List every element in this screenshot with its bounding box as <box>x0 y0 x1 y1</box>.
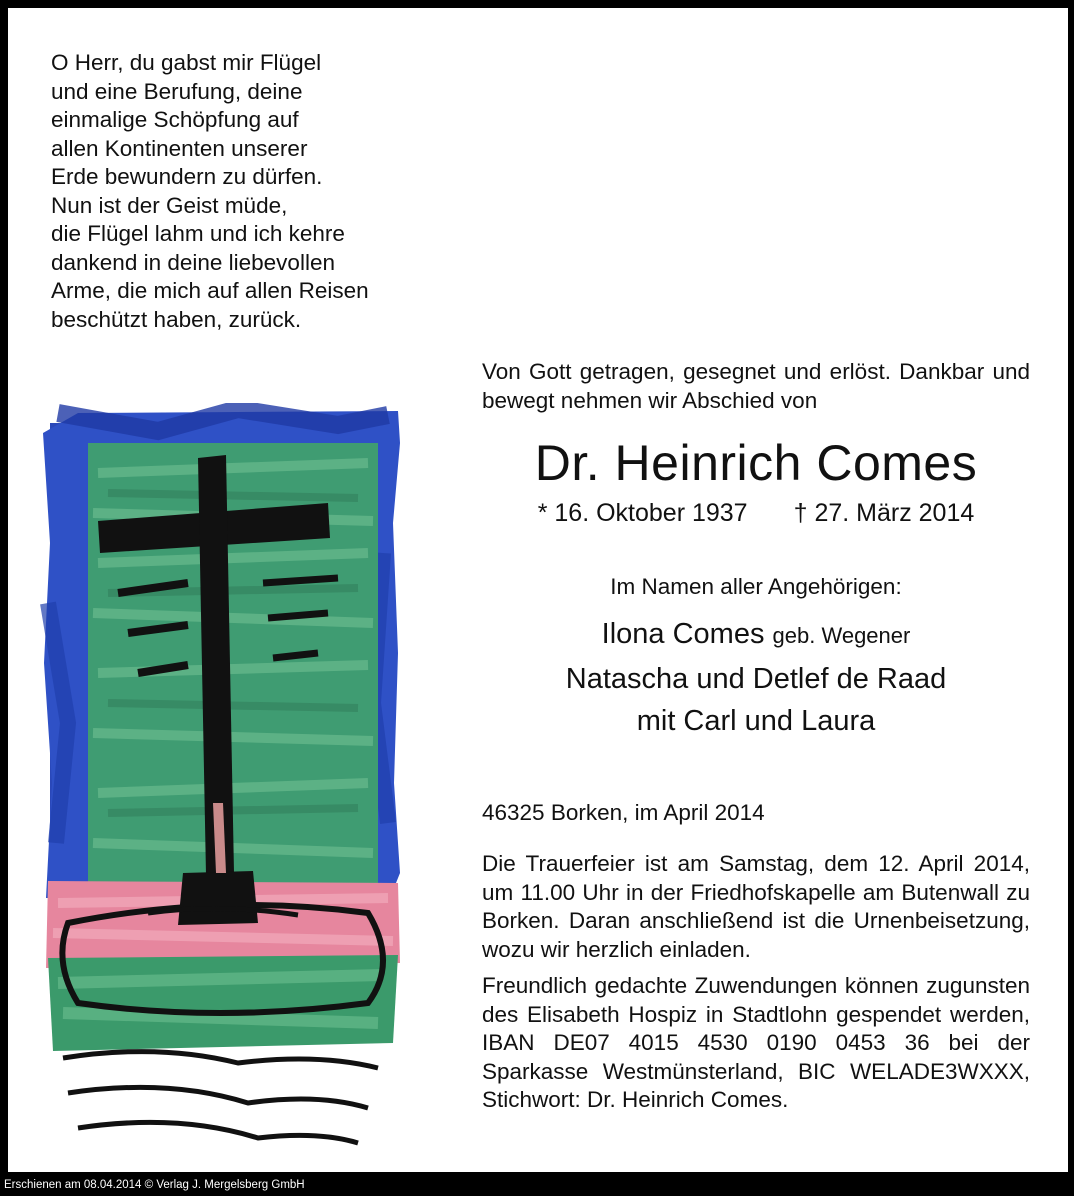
intro-text: Von Gott getragen, gesegnet und erlöst. Dankbar und bewegt nehmen wir Abschied von <box>482 359 1030 413</box>
poem-text: O Herr, du gabst mir Flügel und eine Berufung, deine einmalige Schöpfung auf allen Kontinenten unserer Erde bewundern zu dürfen. Nun ist der Geist müde, die Flügel lahm und ich kehre dankend in deine liebevollen Arme, die mich auf allen Reisen beschützt haben, zurück. <box>51 50 369 332</box>
funeral-info: Die Trauerfeier ist am Samstag, dem 12. April 2014, um 11.00 Uhr in der Friedhofskapelle am Butenwall zu Borken. Daran anschließend ist die Urnenbeisetzung, wozu wir herzlich einladen. <box>482 851 1030 962</box>
obituary-card <box>8 8 1068 1172</box>
birth-date: * 16. Oktober 1937 <box>537 499 748 527</box>
cross-painting <box>38 403 403 1165</box>
deceased-name: Dr. Heinrich Comes <box>534 435 978 491</box>
relative-family-line-2: mit Carl und Laura <box>636 705 876 737</box>
death-date: † 27. März 2014 <box>793 499 975 527</box>
place-date: 46325 Borken, im April 2014 <box>482 800 765 825</box>
relative-family-line-1: Natascha und Detlef de Raad <box>565 663 947 695</box>
widow-name: Ilona Comes <box>601 618 765 650</box>
widow-maiden-name: geb. Wegener <box>772 623 911 648</box>
relatives-label: Im Namen aller Angehörigen: <box>610 574 902 599</box>
publication-footer: Erschienen am 08.04.2014 © Verlag J. Mergelsberg GmbH <box>4 1179 305 1191</box>
life-dates <box>482 499 1030 528</box>
donation-info: Freundlich gedachte Zuwendungen können zugunsten des Elisabeth Hospiz in Stadtlohn gespendet werden, IBAN DE07 4015 4530 0190 0453 36 bei der Sparkasse Westmünsterland, BIC WELADE3WXXX, Stichwort: Dr. Heinrich Comes. <box>482 973 1030 1112</box>
main-content <box>482 358 1030 1115</box>
relative-widow <box>482 614 1030 656</box>
